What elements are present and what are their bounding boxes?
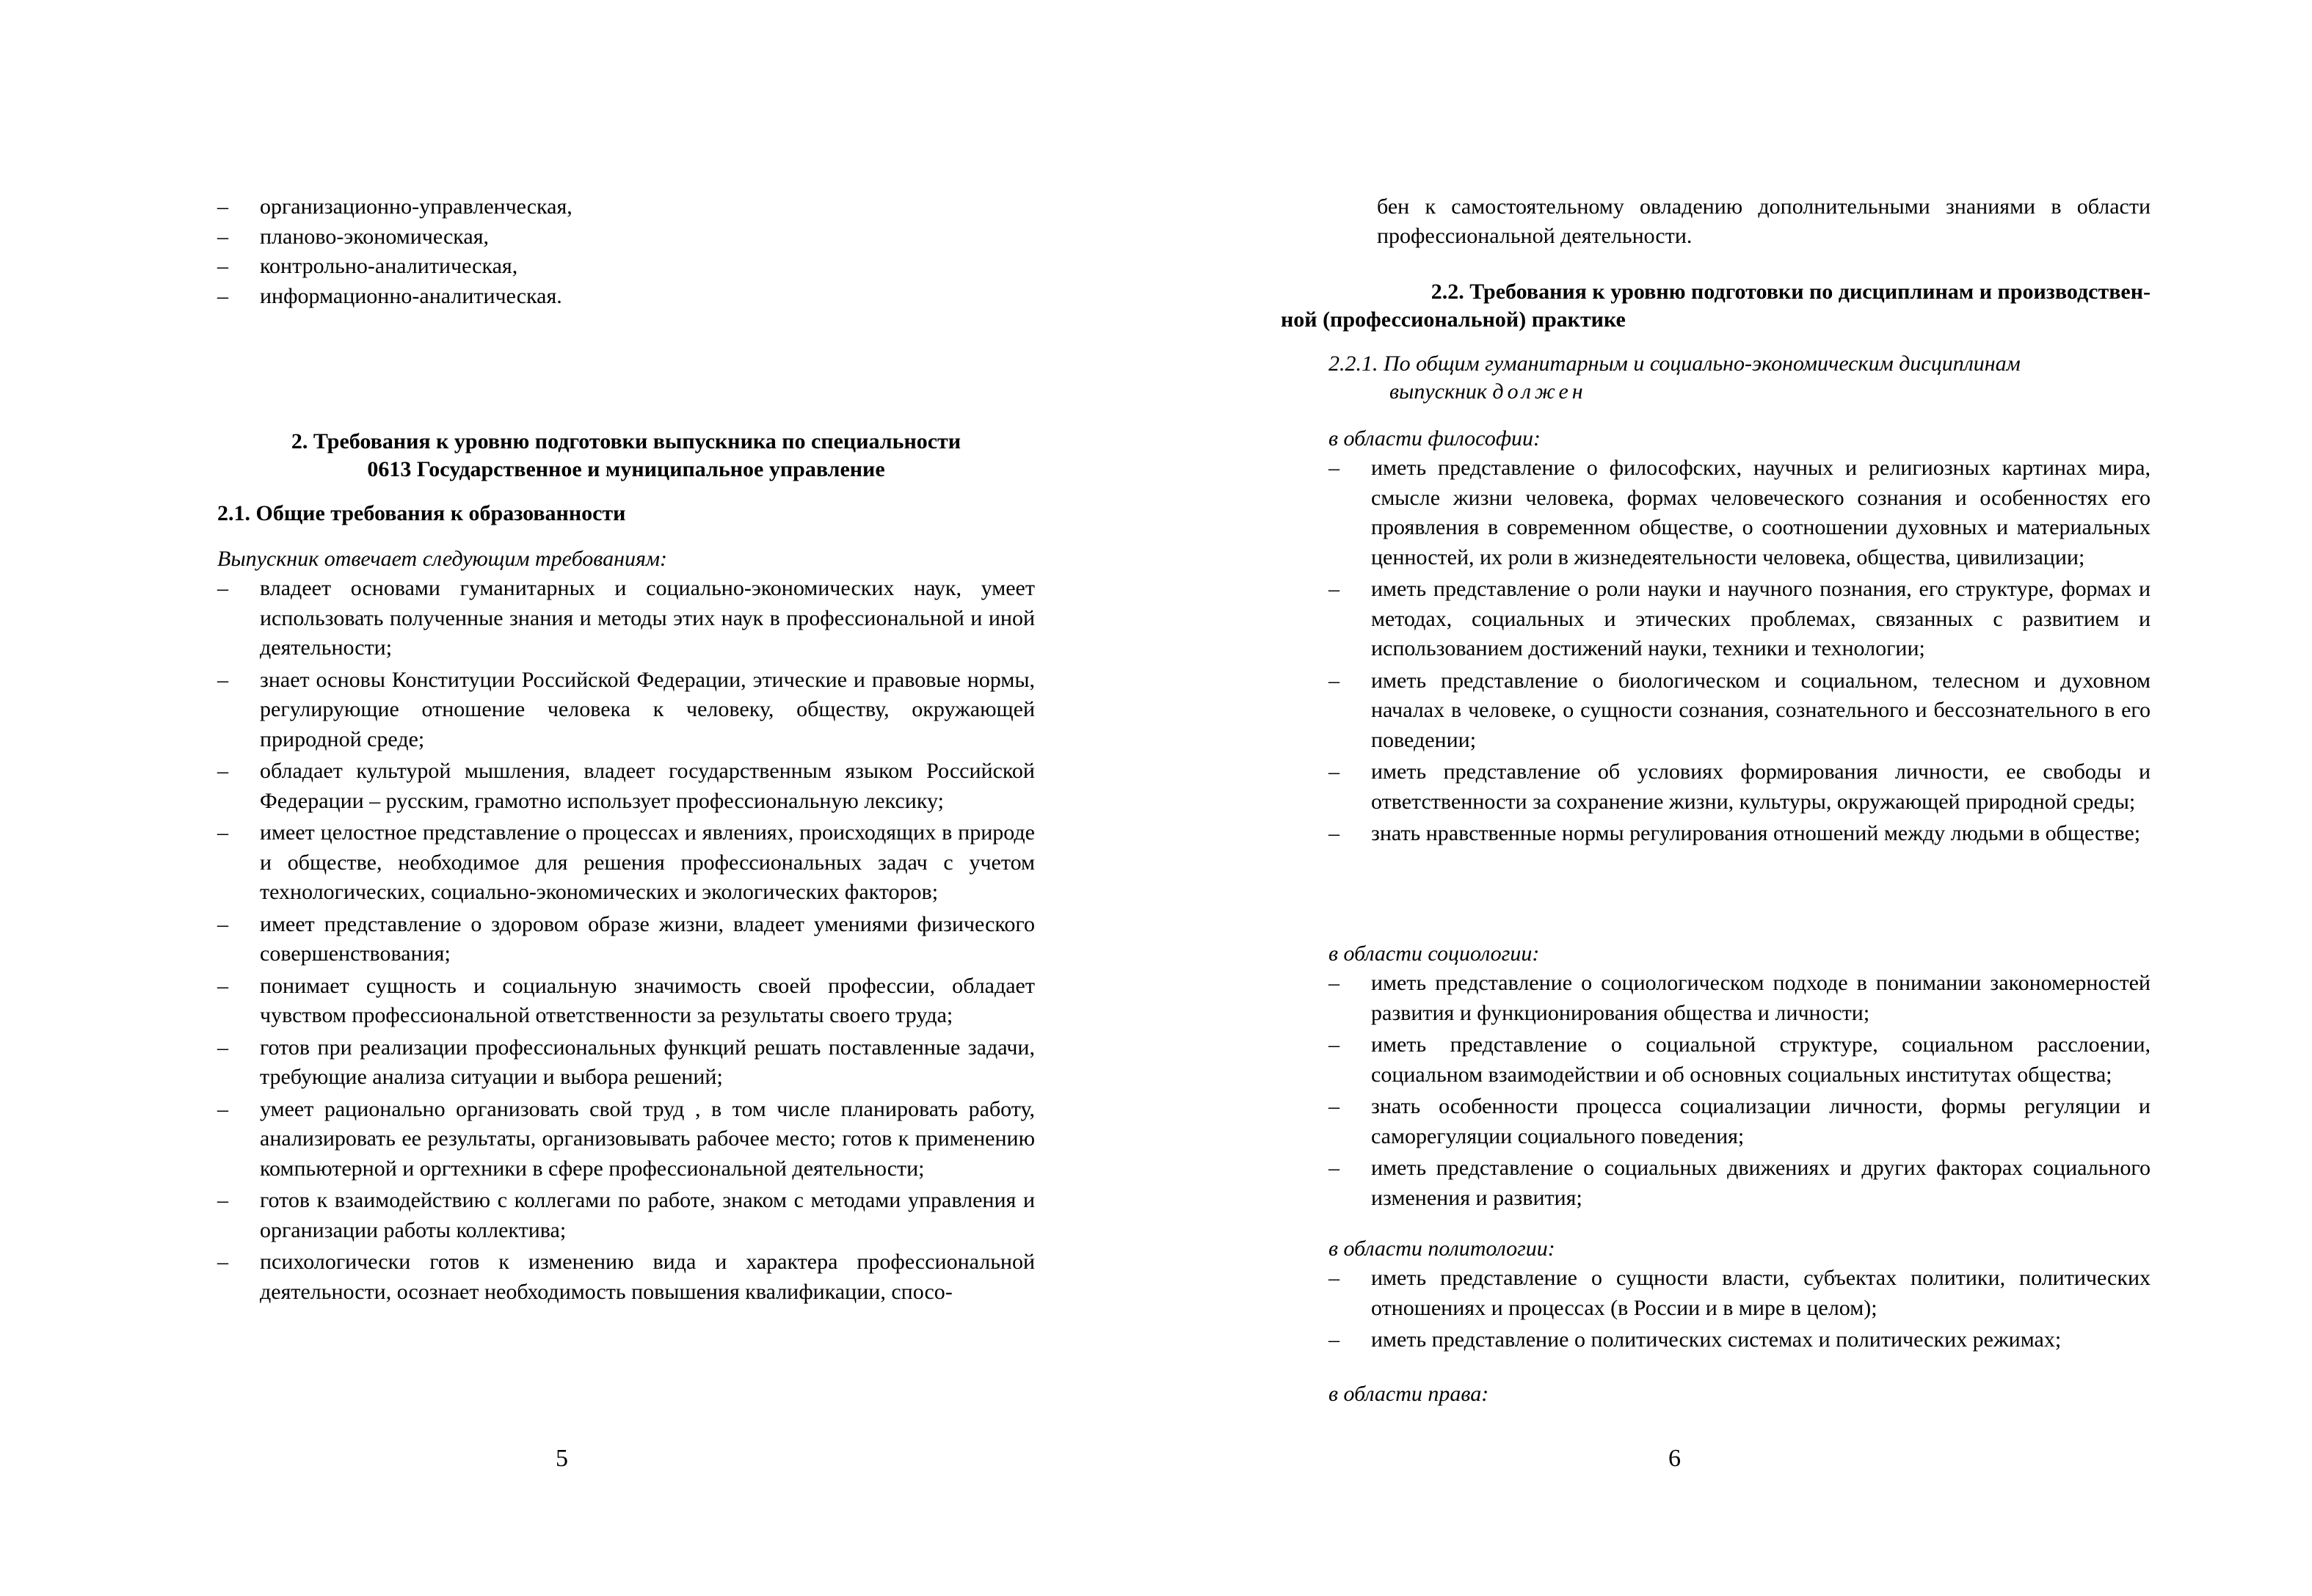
sociology-item: – иметь представление о социальных движениях и других факторах социального изменения и развития;: [1328, 1154, 2151, 1213]
page-number: 5: [556, 1445, 568, 1472]
requirement-item: – имеет представление о здоровом образе жизни, владеет умениями физического совершенствования;: [217, 910, 1035, 969]
requirement-item: – знает основы Конституции Российской Федерации, этические и правовые нормы, регулирующие отношение человека к человеку, обществу, окружающей природной среде;: [217, 666, 1035, 755]
philosophy-item: – иметь представление о биологическом и социальном, телесном и духовном началах в человеке, о сущности сознания, сознательного и бессознательного в его поведении;: [1328, 666, 2151, 756]
politology-list: [1328, 1264, 2151, 1358]
must-word: должен: [1492, 379, 1587, 404]
activity-types-list: [217, 192, 1035, 311]
activity-type-item: – планово-экономическая,: [217, 222, 1035, 252]
philosophy-item: – знать нравственные нормы регулирования отношений между людьми в обществе;: [1328, 819, 2151, 849]
activity-type-item: – контрольно-аналитическая,: [217, 252, 1035, 282]
sociology-item: – иметь представление о социальной структуре, социальном расслоении, социальном взаимодействии и об основных социальных институтах общества;: [1328, 1030, 2151, 1090]
requirement-item: – психологически готов к изменению вида и характера профессиональной деятельности, осознает необходимость повышения квалификации, спосо-: [217, 1247, 1035, 1307]
requirement-item: – умеет рационально организовать свой труд , в том числе планировать работу, анализировать ее результаты, организовывать рабочее место; готов к применению компьютерной и оргтехники в сфере профессиональной деятельности;: [217, 1095, 1035, 1184]
section-2-1-heading: 2.1. Общие требования к образованности: [217, 501, 626, 525]
activity-type-item: – информационно-аналитическая.: [217, 282, 1035, 312]
section-2-2-heading-line1: 2.2. Требования к уровню подготовки по дисциплинам и производствен-: [1431, 280, 2151, 304]
law-label: в области права:: [1328, 1382, 1489, 1406]
sociology-item: – знать особенности процесса социализации личности, формы регуляции и саморегуляции социального поведения;: [1328, 1092, 2151, 1151]
section-2-heading-line2: 0613 Государственное и муниципальное управление: [367, 457, 885, 481]
section-2-2-1-heading-line1: 2.2.1. По общим гуманитарным и социально-экономическим дисциплинам: [1328, 351, 2021, 376]
philosophy-list: [1328, 453, 2151, 851]
philosophy-item: – иметь представление о философских, научных и религиозных картинах мира, смысле жизни человека, формах человеческого сознания и особенностях его проявления в современном обществе, о соотношении духовных и материальных ценностей, их роли в жизнедеятельности человека, общества, цивилизации;: [1328, 453, 2151, 572]
requirement-item: – обладает культурой мышления, владеет государственным языком Российской Федерации – русским, грамотно использует профессиональную лексику;: [217, 757, 1035, 816]
sociology-list: [1328, 969, 2151, 1215]
politology-item: – иметь представление о сущности власти, субъектах политики, политических отношениях и процессах (в России и в мире в целом);: [1328, 1264, 2151, 1323]
sociology-label: в области социологии:: [1328, 941, 1540, 966]
section-2-heading-line1: 2. Требования к уровню подготовки выпускника по специальности: [291, 429, 961, 453]
requirements-intro: Выпускник отвечает следующим требованиям:: [217, 547, 668, 571]
requirements-list: [217, 574, 1035, 1309]
continuation-paragraph: бен к самостоятельному овладению дополнительными знаниями в области профессиональной деятельности.: [1377, 194, 2151, 248]
politology-item: – иметь представление о политических системах и политических режимах;: [1328, 1325, 2151, 1355]
sociology-item: – иметь представление о социологическом подходе в понимании закономерностей развития и функционирования общества и личности;: [1328, 969, 2151, 1028]
activity-type-item: – организационно-управленческая,: [217, 192, 1035, 222]
politology-label: в области политологии:: [1328, 1236, 1555, 1261]
philosophy-label: в области философии:: [1328, 426, 1541, 451]
requirement-item: – понимает сущность и социальную значимость своей профессии, обладает чувством профессиональной ответственности за результаты своего труда;: [217, 972, 1035, 1031]
section-2-2-heading-line2: ной (профессиональной) практике: [1281, 307, 1626, 332]
philosophy-item: – иметь представление об условиях формирования личности, ее свободы и ответственности за сохранение жизни, культуры, окружающей природной среды;: [1328, 757, 2151, 817]
requirement-item: – готов при реализации профессиональных функций решать поставленные задачи, требующие анализа ситуации и выбора решений;: [217, 1033, 1035, 1093]
philosophy-item: – иметь представление о роли науки и научного познания, его структуре, формах и методах, социальных и этических проблемах, связанных с развитием и использованием достижений науки, техники и технологии;: [1328, 575, 2151, 664]
section-2-2-1-heading-line2: [1389, 377, 1587, 407]
requirement-item: – готов к взаимодействию с коллегами по работе, знаком с методами управления и организации работы коллектива;: [217, 1186, 1035, 1245]
requirement-item: – имеет целостное представление о процессах и явлениях, происходящих в природе и обществе, необходимое для решения профессиональных задач с учетом технологических, социально-экономических и экологических факторов;: [217, 818, 1035, 908]
graduate-word: выпускник: [1389, 379, 1487, 404]
page-number: 6: [1668, 1445, 1681, 1472]
requirement-item: – владеет основами гуманитарных и социально-экономических наук, умеет использовать полученные знания и методы этих наук в профессиональной и иной деятельности;: [217, 574, 1035, 663]
